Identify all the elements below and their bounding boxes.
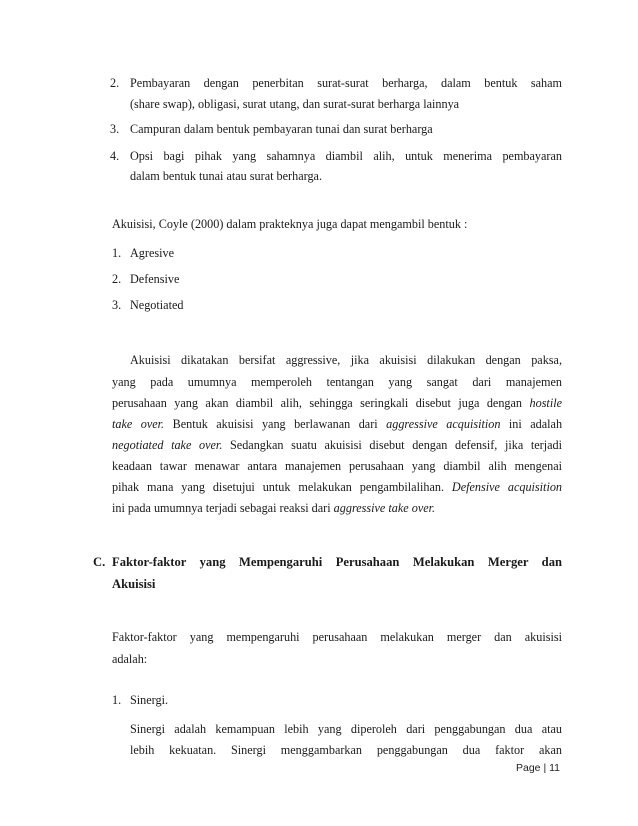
section-letter: C. (93, 555, 106, 569)
paragraph-line: perusahaan yang akan diambil alih, sehingga seringkali disebut juga dengan hostile (112, 396, 562, 410)
section-title: Faktor-faktor yang Mempengaruhi Perusahaan Melakukan Merger dan (112, 555, 562, 569)
paragraph-line: ini pada umumnya terjadi sebagai reaksi dari aggressive take over. (112, 501, 436, 515)
paragraph-line: pihak mana yang disetujui untuk melakukan pengambilalihan. Defensive acquisition (112, 480, 563, 494)
paragraph-line: Akuisisi dikatakan bersifat aggressive, jika akuisisi dilakukan dengan paksa, (130, 353, 562, 367)
factor-line: lebih kekuatan. Sinergi menggambarkan penggabungan dua faktor akan (130, 743, 562, 757)
form-number: 1. (112, 246, 122, 260)
factor-line: Sinergi adalah kemampuan lebih yang diperoleh dari penggabungan dua atau (130, 722, 562, 736)
list-item-text: Opsi bagi pihak yang sahamnya diambil alih, untuk menerima pembayaran (130, 149, 562, 163)
list-item-text: Pembayaran dengan penerbitan surat-surat berharga, dalam bentuk saham (130, 76, 562, 90)
form-label: Negotiated (130, 298, 184, 312)
factors-intro: adalah: (112, 652, 148, 666)
paragraph-line: negotiated take over. Sedangkan suatu akuisisi disebut dengan defensif, jika terjadi (112, 438, 563, 452)
factor-label: Sinergi. (130, 693, 169, 707)
list-item-text: (share swap), obligasi, surat utang, dan surat-surat berharga lainnya (130, 97, 460, 111)
paragraph-line: keadaan tawar menawar antara manajemen perusahaan yang diambil alih mengenai (112, 459, 562, 473)
list-number: 4. (110, 149, 120, 163)
paragraph-line: take over. Bentuk akuisisi yang berlawanan dari aggressive acquisition ini adalah (112, 417, 563, 431)
list-item-text: Campuran dalam bentuk pembayaran tunai dan surat berharga (130, 122, 433, 136)
list-number: 2. (110, 76, 120, 90)
list-item-text: dalam bentuk tunai atau surat berharga. (130, 169, 322, 183)
factors-intro: Faktor-faktor yang mempengaruhi perusahaan melakukan merger dan akuisisi (112, 630, 562, 644)
forms-intro: Akuisisi, Coyle (2000) dalam prakteknya juga dapat mengambil bentuk : (112, 217, 468, 231)
form-number: 3. (112, 298, 122, 312)
form-label: Defensive (130, 272, 180, 286)
page-number: Page | 11 (516, 762, 560, 774)
paragraph-line: yang pada umumnya memperoleh tentangan yang sangat dari manajemen (112, 375, 562, 389)
form-label: Agresive (130, 246, 174, 260)
form-number: 2. (112, 272, 122, 286)
factor-number: 1. (112, 693, 122, 707)
section-title: Akuisisi (112, 577, 156, 591)
list-number: 3. (110, 122, 120, 136)
